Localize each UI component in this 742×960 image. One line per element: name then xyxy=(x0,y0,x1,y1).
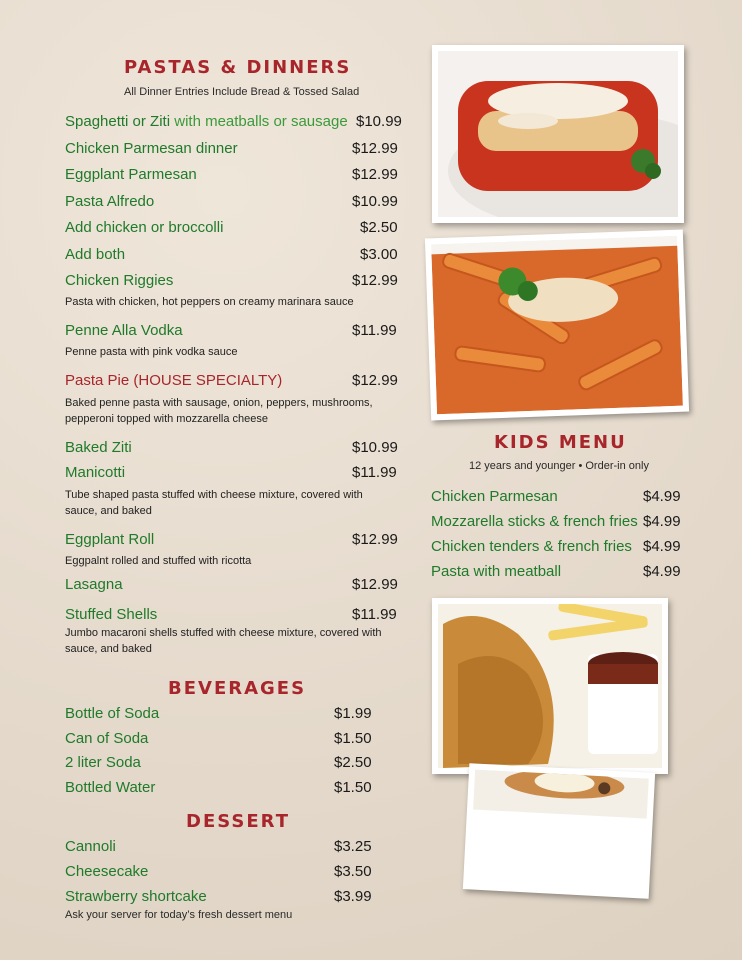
menu-item-chicken-riggies: Chicken Riggies xyxy=(65,272,174,289)
price-stuffed-shells: $11.99 xyxy=(352,606,397,623)
desc-pasta-pie: Baked penne pasta with sausage, onion, peppers, mushrooms, pepperoni topped with mozzarella cheese xyxy=(65,397,373,425)
price-cannoli: $3.25 xyxy=(334,838,372,855)
photo-chicken-tenders xyxy=(432,598,668,774)
price-pasta-alfredo: $10.99 xyxy=(352,193,398,210)
menu-item-strawberry-shortcake: Strawberry shortcake xyxy=(65,888,207,905)
photo-manicotti xyxy=(432,45,684,223)
kids-price-chicken-parmesan: $4.99 xyxy=(643,488,681,505)
price-lasagna: $12.99 xyxy=(352,576,398,593)
price-add-both: $3.00 xyxy=(360,246,398,263)
price-strawberry-shortcake: $3.99 xyxy=(334,888,372,905)
kids-price-mozzarella-sticks: $4.99 xyxy=(643,513,681,530)
dessert-note: Ask your server for today’s fresh dessert menu xyxy=(65,909,293,921)
price-chicken-parmesan-dinner: $12.99 xyxy=(352,140,398,157)
desc-penne-vodka: Penne pasta with pink vodka sauce xyxy=(65,346,238,358)
price-eggplant-parmesan: $12.99 xyxy=(352,166,398,183)
menu-item-lasagna: Lasagna xyxy=(65,576,123,593)
menu-item-stuffed-shells: Stuffed Shells xyxy=(65,606,158,623)
menu-item-eggplant-parmesan: Eggplant Parmesan xyxy=(65,166,197,183)
desc-eggplant-roll: Eggpalnt rolled and stuffed with ricotta xyxy=(65,555,252,567)
price-chicken-riggies: $12.99 xyxy=(352,272,398,289)
price-bottled-water: $1.50 xyxy=(334,779,372,796)
menu-item-eggplant-roll: Eggplant Roll xyxy=(65,531,155,548)
photo-chicken-penne xyxy=(425,230,689,421)
kids-price-pasta-meatball: $4.99 xyxy=(643,563,681,580)
menu-item-bottle-soda: Bottle of Soda xyxy=(65,705,160,722)
pastas-heading: PASTAS & DINNERS xyxy=(124,57,352,78)
kids-item-chicken-parmesan: Chicken Parmesan xyxy=(431,488,558,505)
kids-price-chicken-tenders: $4.99 xyxy=(643,538,681,555)
menu-item-add-chicken-broccoli: Add chicken or broccolli xyxy=(65,219,224,236)
price-spaghetti: $10.99 xyxy=(356,113,402,130)
kids-item-mozzarella-sticks: Mozzarella sticks & french fries xyxy=(431,513,638,530)
menu-item-baked-ziti: Baked Ziti xyxy=(65,439,132,456)
price-pasta-pie: $12.99 xyxy=(352,372,398,389)
desc-manicotti: Tube shaped pasta stuffed with cheese mixture, covered with sauce, and baked xyxy=(65,489,363,517)
dessert-heading: DESSERT xyxy=(186,811,290,832)
price-2-liter-soda: $2.50 xyxy=(334,754,372,771)
menu-item-spaghetti: Spaghetti or Ziti with meatballs or sausage xyxy=(65,113,348,130)
menu-item-cheesecake: Cheesecake xyxy=(65,863,149,880)
kids-subtitle: 12 years and younger • Order-in only xyxy=(469,460,649,472)
menu-item-can-soda: Can of Soda xyxy=(65,730,149,747)
price-cheesecake: $3.50 xyxy=(334,863,372,880)
price-add-chicken-broccoli: $2.50 xyxy=(360,219,398,236)
kids-item-chicken-tenders: Chicken tenders & french fries xyxy=(431,538,632,555)
kids-item-pasta-meatball: Pasta with meatball xyxy=(431,563,562,580)
menu-item-cannoli: Cannoli xyxy=(65,838,116,855)
menu-item-pasta-alfredo: Pasta Alfredo xyxy=(65,193,155,210)
menu-item-pasta-pie: Pasta Pie (HOUSE SPECIALTY) xyxy=(65,372,283,389)
price-manicotti: $11.99 xyxy=(352,464,397,481)
beverages-heading: BEVERAGES xyxy=(168,678,307,699)
menu-item-penne-vodka: Penne Alla Vodka xyxy=(65,322,183,339)
menu-item-bottled-water: Bottled Water xyxy=(65,779,156,796)
pastas-subtitle: All Dinner Entries Include Bread & Tossed Salad xyxy=(124,86,360,98)
menu-item-add-both: Add both xyxy=(65,246,126,263)
menu-item-chicken-parmesan-dinner: Chicken Parmesan dinner xyxy=(65,140,238,157)
price-penne-vodka: $11.99 xyxy=(352,322,397,339)
desc-stuffed-shells: Jumbo macaroni shells stuffed with cheese mixture, covered with sauce, and baked xyxy=(65,627,382,655)
price-can-soda: $1.50 xyxy=(334,730,372,747)
menu-item-manicotti: Manicotti xyxy=(65,464,126,481)
photo-cannoli xyxy=(463,763,655,899)
menu-item-2-liter-soda: 2 liter Soda xyxy=(65,754,141,771)
desc-chicken-riggies: Pasta with chicken, hot peppers on creamy marinara sauce xyxy=(65,296,354,308)
kids-heading: KIDS MENU xyxy=(494,432,627,453)
price-bottle-soda: $1.99 xyxy=(334,705,372,722)
price-eggplant-roll: $12.99 xyxy=(352,531,398,548)
price-baked-ziti: $10.99 xyxy=(352,439,398,456)
